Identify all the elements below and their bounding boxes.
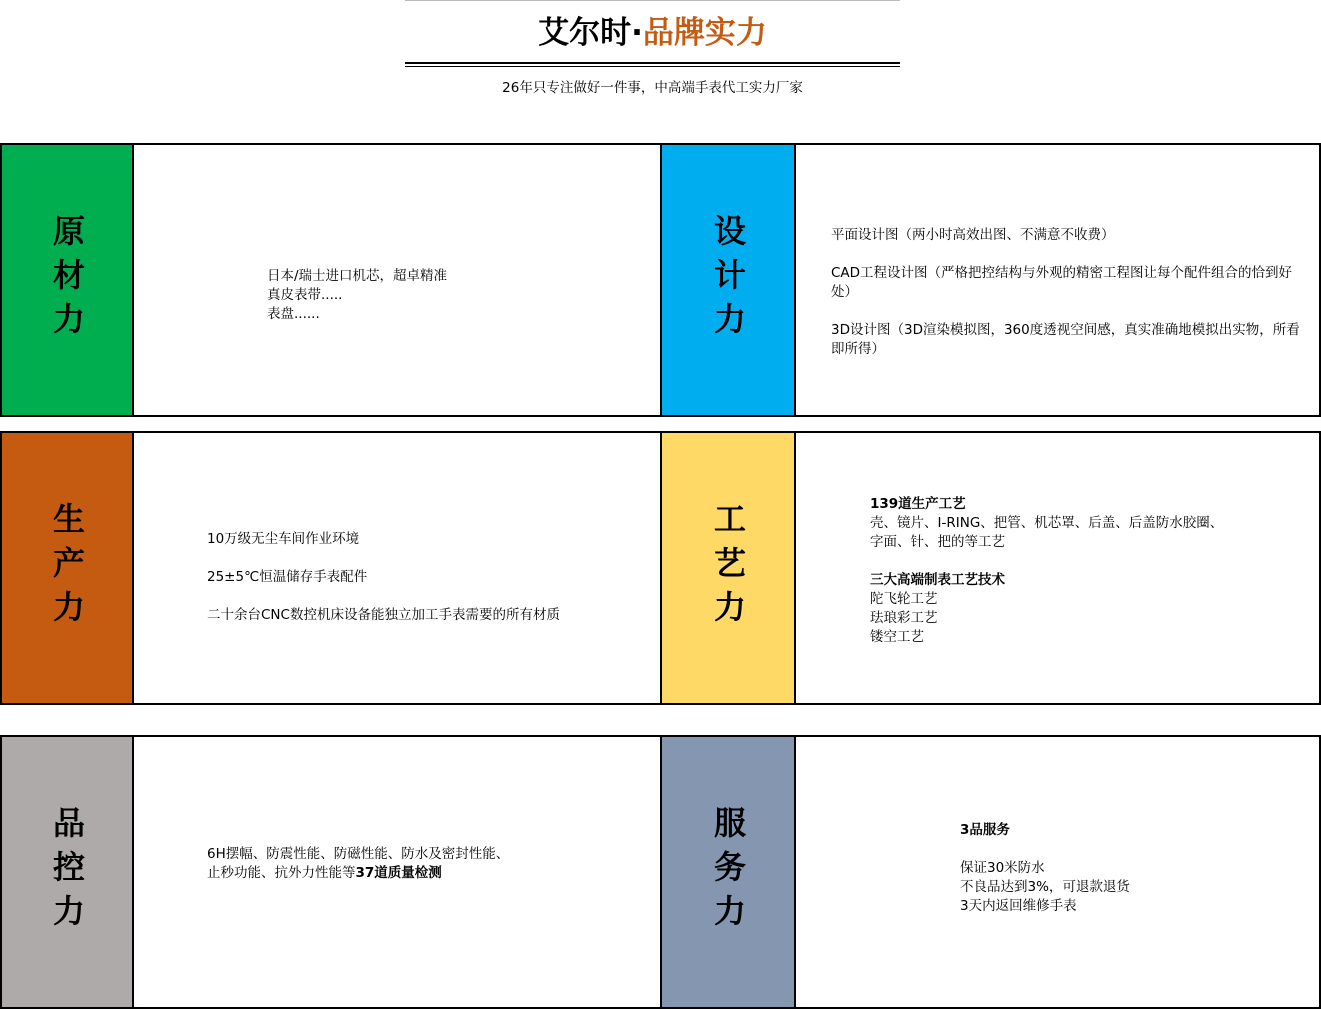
label-craft	[660, 433, 796, 703]
label-service	[660, 737, 796, 1007]
label-quality	[2, 737, 134, 1007]
page-subtitle: 26年只专注做好一件事，中高端手表代工实力厂家	[502, 80, 803, 96]
label-craft-text: 工艺力	[709, 502, 747, 634]
service-content	[960, 821, 1300, 916]
production-line: 10万级无尘车间作业环境	[207, 531, 360, 547]
top-divider	[405, 0, 900, 1]
materials-line: 真皮表带.....	[267, 287, 343, 303]
materials-line: 日本/瑞士进口机芯，超卓精准	[267, 268, 448, 284]
craft-heading: 139道生产工艺	[870, 496, 966, 512]
label-service-text: 服务力	[709, 806, 747, 938]
craft-line: 壳、镜片、I-RING、把管、机芯罩、后盖、后盖防水胶圈、字面、针、把的等工艺	[870, 515, 1224, 550]
quality-line: 6H摆幅、防震性能、防磁性能、防水及密封性能、	[207, 846, 510, 862]
label-design	[660, 145, 796, 415]
quality-content	[207, 845, 647, 883]
title-accent: 品牌实力	[642, 15, 767, 51]
label-materials-text: 原材力	[48, 214, 86, 346]
quality-line-prefix: 止秒功能、抗外力性能等	[207, 865, 356, 881]
production-line: 25±5℃恒温储存手表配件	[207, 569, 368, 585]
materials-content	[267, 267, 647, 324]
craft-item: 镂空工艺	[870, 629, 924, 645]
label-materials	[2, 145, 134, 415]
title-main: 艾尔时·	[538, 15, 643, 51]
label-quality-text: 品控力	[48, 806, 86, 938]
craft-item: 陀飞轮工艺	[870, 591, 938, 607]
design-content	[831, 226, 1309, 359]
craft-content	[870, 495, 1232, 647]
title-underline-thin	[405, 66, 900, 67]
label-production	[2, 433, 134, 703]
service-item: 3天内返回维修手表	[960, 898, 1077, 914]
craft-item: 珐琅彩工艺	[870, 610, 938, 626]
service-item: 不良品达到3%，可退款退货	[960, 879, 1130, 895]
label-design-text: 设计力	[709, 214, 747, 346]
quality-line-bold: 37道质量检测	[355, 865, 442, 881]
craft-heading: 三大高端制表工艺技术	[870, 572, 1005, 588]
row-materials-design	[0, 143, 1321, 417]
design-line: CAD工程设计图（严格把控结构与外观的精密工程图让每个配件组合的恰到好处）	[831, 265, 1293, 300]
service-heading: 3品服务	[960, 822, 1010, 838]
service-item: 保证30米防水	[960, 860, 1045, 876]
page-title	[405, 12, 900, 54]
production-line: 二十余台CNC数控机床设备能独立加工手表需要的所有材质	[207, 607, 560, 623]
row-quality-service	[0, 735, 1321, 1009]
quality-line	[207, 864, 647, 883]
production-content	[207, 530, 647, 625]
design-line: 平面设计图（两小时高效出图、不满意不收费）	[831, 227, 1115, 243]
title-underline-thick	[405, 62, 900, 64]
row-production-craft	[0, 431, 1321, 705]
label-production-text: 生产力	[48, 502, 86, 634]
design-line: 3D设计图（3D渲染模拟图，360度透视空间感，真实准确地模拟出实物，所看即所得）	[831, 322, 1300, 357]
materials-line: 表盘......	[267, 306, 320, 322]
